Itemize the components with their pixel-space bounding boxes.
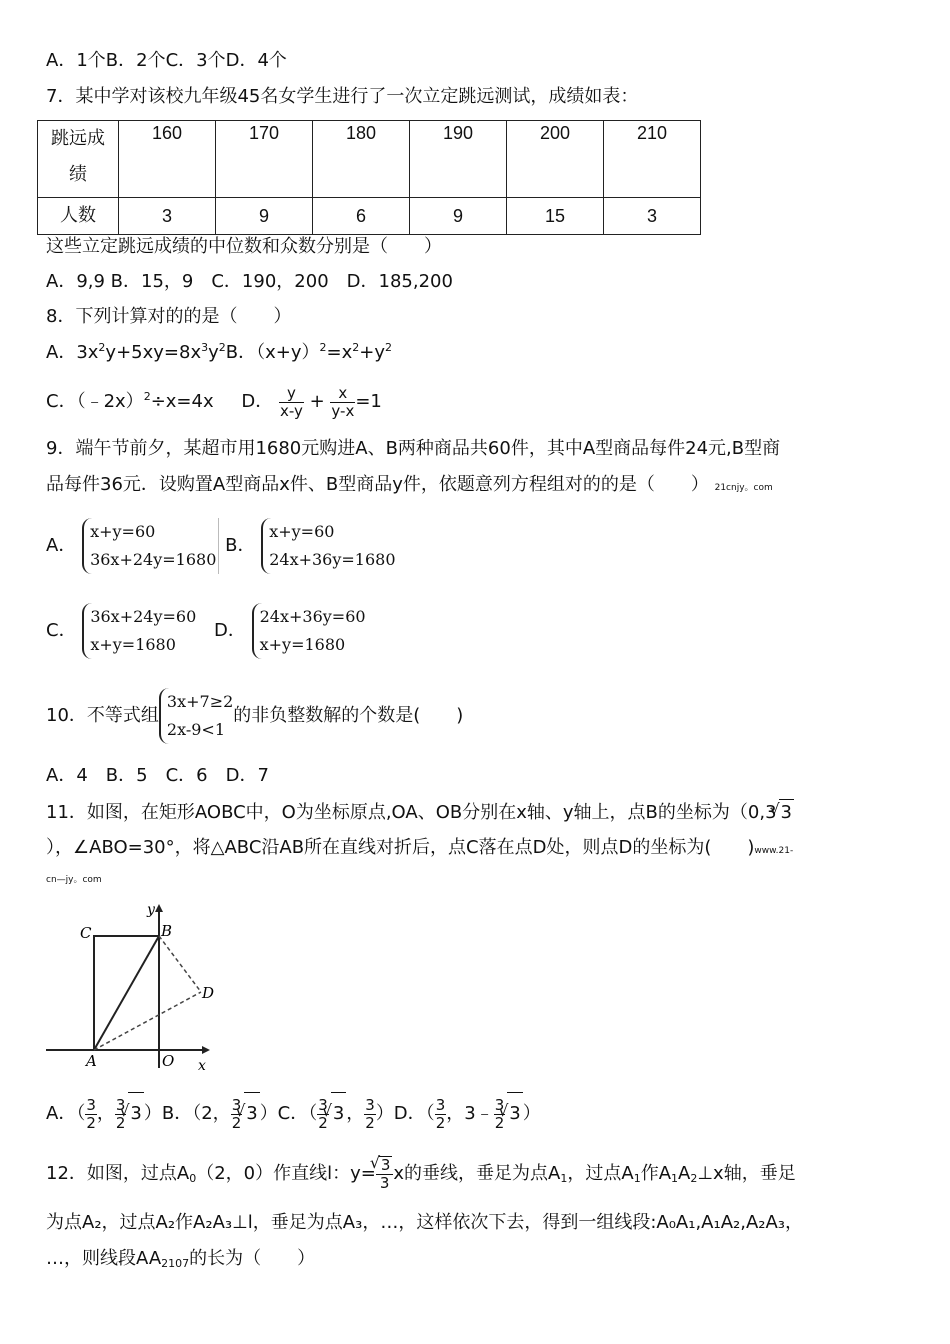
label-o: O bbox=[162, 1052, 175, 1070]
q9-options-cd: C． 36x+24y=60 x+y=1680 D． 24x+36y=60 x+y=1680 bbox=[46, 603, 366, 659]
q11-watermark: cn—jy。com bbox=[46, 875, 102, 885]
q11-figure bbox=[44, 900, 224, 1072]
x-axis-arrow bbox=[202, 1046, 210, 1054]
table-header-count: 人数 bbox=[38, 198, 119, 235]
label-b: B bbox=[161, 922, 173, 940]
segment-bd bbox=[159, 936, 201, 992]
inequality-system: 3x+7≥2 2x-9<1 bbox=[159, 688, 233, 744]
q10-options: A．4 B．5 C．6 D．7 bbox=[46, 765, 269, 786]
q10-stem: 10．不等式组 3x+7≥2 2x-9<1 的非负整数解的个数是( ) bbox=[46, 688, 463, 744]
table-cell: 160 bbox=[119, 121, 216, 198]
table-cell: 3 bbox=[119, 198, 216, 235]
q6-options: A．1个B．2个C．3个D．4个 bbox=[46, 50, 287, 71]
q11-line2: ），∠ABO=30°，将△ABC沿AB所在直线对折后，点C落在点D处，则点D的坐标为( )www.21- bbox=[46, 837, 794, 858]
table-cell: 170 bbox=[216, 121, 313, 198]
q8-options-ab: A．$3x^2y+5xy=8x^3y^2B$．$(x+y)^2=x^2+y^2$ bbox=[46, 341, 392, 363]
q7-score-table bbox=[37, 120, 701, 235]
label-x: x bbox=[198, 1058, 206, 1072]
table-cell: 200 bbox=[507, 121, 604, 198]
q7-question: 这些立定跳远成绩的中位数和众数分别是（ ） bbox=[46, 236, 442, 257]
q9-options-ab: A． x+y=60 36x+24y=1680 B． x+y=60 24x+36y=1680 bbox=[46, 518, 396, 574]
table-header-score: 跳远成 绩 bbox=[38, 121, 119, 198]
table-cell: 15 bbox=[507, 198, 604, 235]
q9-line2: 品每件36元．设购置A型商品x件、B型商品y件，依题意列方程组对的的是（ ） 21cnjy。com bbox=[46, 474, 773, 495]
q11-line1: 11．如图，在矩形AOBC中，O为坐标原点,OA、OB分别在x轴、y轴上，点B的坐标为（0,3√ 3 bbox=[46, 799, 794, 826]
q8-stem: 8．下列计算对的的是（ ） bbox=[46, 306, 292, 327]
q12-line1: 12．如图，过点$A_0(2$，0）作直线l：y= √ $\frac{3}{3}$ x的垂线，垂足为点$A_1$，过点$A_1$作$A_1A_2\perp x$轴，垂足 bbox=[46, 1152, 796, 1196]
q9-line1: 9．端午节前夕，某超市用1680元购进A、B两种商品共60件，其中A型商品每件24元,B型商 bbox=[46, 438, 781, 459]
label-d: D bbox=[202, 984, 215, 1002]
table-cell: 180 bbox=[313, 121, 410, 198]
fraction: $\frac{y}{x-y}$ bbox=[279, 383, 303, 420]
table-cell: 6 bbox=[313, 198, 410, 235]
table-cell: 210 bbox=[604, 121, 701, 198]
equation-system: 36x+24y=60 x+y=1680 bbox=[82, 603, 196, 659]
table-cell: 9 bbox=[216, 198, 313, 235]
equation-system: x+y=60 36x+24y=1680 bbox=[82, 518, 219, 574]
table-cell: 190 bbox=[410, 121, 507, 198]
label-y: y bbox=[147, 902, 155, 918]
q7-options: A．9,9 B．15，9 C．190，200 D．185,200 bbox=[46, 271, 453, 292]
q7-stem: 7．某中学对该校九年级45名女学生进行了一次立定跳远测试，成绩如表： bbox=[46, 86, 639, 107]
equation-system: 24x+36y=60 x+y=1680 bbox=[252, 603, 366, 659]
table-cell: 3 bbox=[604, 198, 701, 235]
q8-options-cd: C．（﹣2x）$^2$÷x=4x D． $\frac{y}{x-y}$ + $\frac{x}{y-x}$ =1 bbox=[46, 383, 382, 420]
q12-line2: 为点A₂，过点A₂作A₂A₃⊥l，垂足为点A₃，…，这样依次下去，得到一组线段:A₀A₁,A₁A₂,A₂A₃， bbox=[46, 1212, 804, 1233]
equation-system: x+y=60 24x+36y=1680 bbox=[261, 518, 395, 574]
y-axis-arrow bbox=[155, 904, 163, 912]
fraction: $\frac{x}{y-x}$ bbox=[331, 383, 355, 420]
label-c: C bbox=[80, 924, 92, 942]
table-cell: 9 bbox=[410, 198, 507, 235]
q12-line3: …，则线段$AA_{2107}$的长为（ ） bbox=[46, 1248, 316, 1270]
q11-options: A．（ $\frac{3}{2}$ ， $\frac{3}{2}$ √ 3 ）B．（2， $\frac{3}{2}$ √ 3 ）C．（ $\frac{3}{2}$ √ 3 ， $\frac{3}{2}$ ）D．（ $\frac{3}{2}$ ，3﹣ $\frac{3}{2}$ √ 3 ） bbox=[46, 1092, 541, 1135]
label-a: A bbox=[86, 1052, 97, 1070]
